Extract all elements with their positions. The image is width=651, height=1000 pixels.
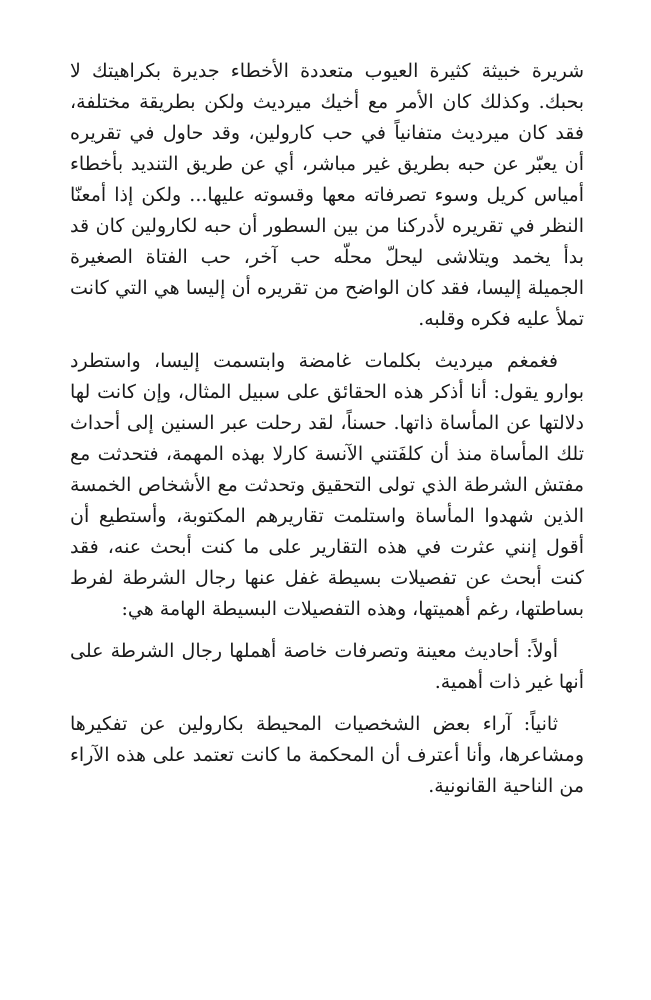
paragraph-1: شريرة خبيثة كثيرة العيوب متعددة الأخطاء جديرة بكراهيتك لا بحبك. وكذلك كان الأمر مع أخيك ميرديث ولكن بطريقة مختلفة، فقد كان ميرديث متفانياً في حب كارولين، وقد حاول في تقريره أن يعبّر عن حبه بطريق غير مباشر، أي عن طريق التنديد بأخطاء أمياس كريل وسوء تصرفاته معها وقسوته عليها... ولكن إذا أمعنّا النظر في تقريره لأدركنا من بين السطور أن حبه لكارولين كان قد بدأ يخمد ويتلاشى ليحلّ محلّه حب آخر، حب الفتاة الصغيرة الجميلة إليسا، فقد كان الواضح من تقريره أن إليسا هي التي كانت تملأ عليه فكره وقلبه. bbox=[70, 60, 584, 330]
paragraph-2: فغمغم ميرديث بكلمات غامضة وابتسمت إليسا، واستطرد بوارو يقول: أنا أذكر هذه الحقائق على سبيل المثال، وإن كانت لها دلالتها عن المأساة ذاتها. حسناً، لقد رحلت عبر السنين إلى أحداث تلك المأساة منذ أن كلفَتني الآنسة كارلا بهذه المهمة، فتحدثت مع مفتش الشرطة الذي تولى التحقيق وتحدثت مع الأشخاص الخمسة الذين شهدوا المأساة واستلمت تقاريرهم المكتوبة، وأستطيع أن أقول إنني عثرت في هذه التقارير على ما كنت أبحث عنه، فقد كنت أبحث عن تفصيلات بسيطة غفل عنها رجال الشرطة لفرط بساطتها، رغم أهميتها، وهذه التفصيلات البسيطة الهامة هي: bbox=[70, 350, 584, 620]
book-page bbox=[70, 56, 584, 802]
paragraph-4: ثانياً: آراء بعض الشخصيات المحيطة بكارولين عن تفكيرها ومشاعرها، وأنا أعترف أن المحكمة ما كانت تعتمد على هذه الآراء من الناحية القانونية. bbox=[70, 713, 584, 797]
paragraph-3: أولاً: أحاديث معينة وتصرفات خاصة أهملها رجال الشرطة على أنها غير ذات أهمية. bbox=[70, 640, 584, 693]
